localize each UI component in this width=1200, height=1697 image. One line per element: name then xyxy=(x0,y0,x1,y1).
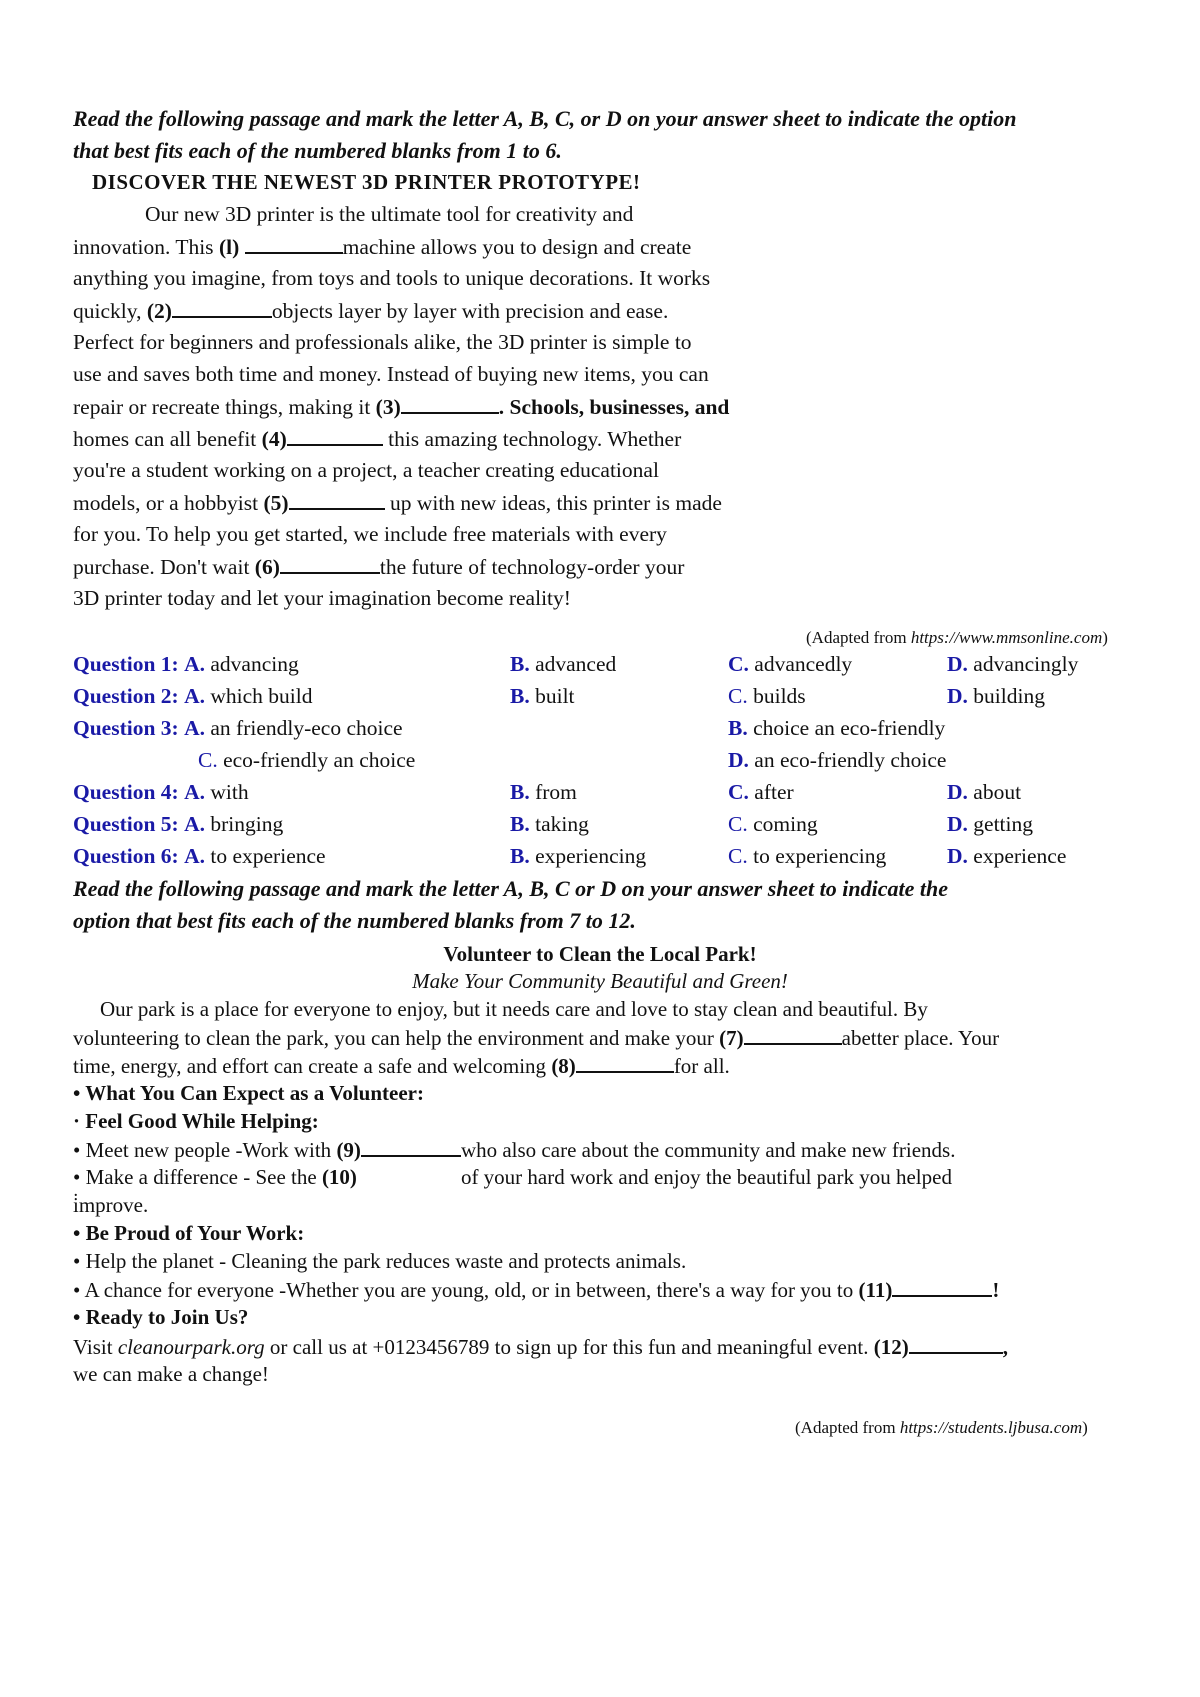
passage-1-line-7: repair or recreate things, making it (3) . Schools, businesses, and xyxy=(73,395,730,419)
question-2-label: Question 2: A. which build xyxy=(73,684,313,708)
question-5-option-c[interactable]: C. coming xyxy=(728,812,818,836)
question-5-label: Question 5: A. bringing xyxy=(73,812,284,836)
bullet-meet-new-people: • Meet new people -Work with (9) who also care about the community and make new friends. xyxy=(73,1138,956,1162)
passage-1-line-11: for you. To help you get started, we include free materials with every xyxy=(73,522,667,546)
bullet-chance-for-everyone: • A chance for everyone -Whether you are young, old, or in between, there's a way for you to (11) ! xyxy=(73,1278,1000,1302)
question-6-option-b[interactable]: B. experiencing xyxy=(510,844,647,868)
heading-feel-good: · Feel Good While Helping: xyxy=(73,1109,319,1133)
question-2-option-b[interactable]: B. built xyxy=(510,684,575,708)
passage-1-title: DISCOVER THE NEWEST 3D PRINTER PROTOTYPE! xyxy=(92,170,641,194)
question-4-option-b[interactable]: B. from xyxy=(510,780,577,804)
blank-8[interactable] xyxy=(576,1053,674,1073)
passage-1-line-3: anything you imagine, from toys and tools to unique decorations. It works xyxy=(73,266,711,290)
question-4-option-c[interactable]: C. after xyxy=(728,780,794,804)
question-2-option-c[interactable]: C. builds xyxy=(728,684,806,708)
question-3-label: Question 3: A. an friendly-eco choice xyxy=(73,716,403,740)
question-6-option-d[interactable]: D. experience xyxy=(947,844,1067,868)
blank-number-7: (7) xyxy=(719,1026,744,1050)
instruction-2-line-2: option that best fits each of the numbered blanks from 7 to 12. xyxy=(73,908,636,933)
bullet-make-difference-cont: i̇mprove. xyxy=(73,1193,149,1217)
blank-number-1: (l) xyxy=(218,235,240,259)
blank-number-9: (9) xyxy=(336,1138,361,1162)
blank-number-3: (3) xyxy=(375,395,401,419)
blank-2[interactable] xyxy=(172,298,272,318)
closing-line: we can make a change! xyxy=(73,1362,269,1386)
question-1-option-b[interactable]: B. advanced xyxy=(510,652,617,676)
blank-3[interactable] xyxy=(401,394,499,414)
passage-2-line-2: volunteering to clean the park, you can help the environment and make your (7) abetter place. Your xyxy=(73,1026,1000,1050)
question-6-option-c[interactable]: C. to experiencing xyxy=(728,844,887,868)
question-6-label: Question 6: A. to experience xyxy=(73,844,326,868)
blank-number-6: (6) xyxy=(254,555,280,579)
passage-1-line-4: quickly, (2) objects layer by layer with precision and ease. xyxy=(73,299,669,323)
question-1-label: Question 1: A. advancing xyxy=(73,652,299,676)
bullet-make-difference: • Make a difference - See the (10) of your hard work and enjoy the beautiful park you helped xyxy=(73,1165,952,1189)
question-5-option-d[interactable]: D. getting xyxy=(947,812,1033,836)
blank-number-10: (10) xyxy=(321,1165,357,1189)
question-4-option-d[interactable]: D. about xyxy=(947,780,1022,804)
passage-2-line-3: time, energy, and effort can create a safe and welcoming (8) for all. xyxy=(73,1054,730,1078)
instruction-1-line-2: that best fits each of the numbered blanks from 1 to 6. xyxy=(73,138,562,163)
instruction-2-line-1: Read the following passage and mark the letter A, B, C or D on your answer sheet to indicate the xyxy=(73,876,948,901)
blank-11[interactable] xyxy=(892,1277,992,1297)
question-3-option-c[interactable]: C. eco-friendly an choice xyxy=(198,748,416,772)
question-1-option-d[interactable]: D. advancingly xyxy=(947,652,1079,676)
blank-number-11: (11) xyxy=(858,1278,893,1302)
blank-5[interactable] xyxy=(289,490,385,510)
passage-1-line-9: you're a student working on a project, a teacher creating educational xyxy=(73,458,659,482)
passage-2-line-1: Our park is a place for everyone to enjoy, but it needs care and love to stay clean and beautiful. By xyxy=(100,997,928,1021)
blank-number-5: (5) xyxy=(263,491,289,515)
question-3-option-d[interactable]: D. an eco-friendly choice xyxy=(728,748,947,772)
blank-6[interactable] xyxy=(280,554,380,574)
question-4-label: Question 4: A. with xyxy=(73,780,249,804)
source-citation-1: (Adapted from https://www.mmsonline.com) xyxy=(806,628,1108,647)
passage-1-line-12: purchase. Don't wait (6) the future of technology-order your xyxy=(73,555,685,579)
passage-2-subtitle: Make Your Community Beautiful and Green! xyxy=(412,969,788,993)
passage-1-line-1: Our new 3D printer is the ultimate tool for creativity and xyxy=(145,202,634,226)
blank-number-4: (4) xyxy=(261,427,287,451)
visit-line: Visit cleanourpark.org or call us at +0123456789 to sign up for this fun and meaningful event. (12) , xyxy=(73,1335,1008,1359)
source-link-2[interactable]: https://students.ljbusa.com xyxy=(899,1418,1083,1437)
passage-1-line-6: use and saves both time and money. Instead of buying new items, you can xyxy=(73,362,709,386)
source-link-1[interactable]: https://www.mmsonline.com xyxy=(910,628,1103,647)
blank-12[interactable] xyxy=(909,1334,1003,1354)
passage-1-line-5: Perfect for beginners and professionals alike, the 3D printer is simple to xyxy=(73,330,692,354)
passage-1-line-13: 3D printer today and let your imagination become reality! xyxy=(73,586,571,610)
bullet-help-planet: • Help the planet - Cleaning the park reduces waste and protects animals. xyxy=(73,1249,687,1273)
question-3-option-b[interactable]: B. choice an eco-friendly xyxy=(728,716,946,740)
passage-1-line-2: innovation. This (l) machine allows you to design and create xyxy=(73,235,692,259)
question-2-option-d[interactable]: D. building xyxy=(947,684,1045,708)
question-5-option-b[interactable]: B. taking xyxy=(510,812,589,836)
heading-ready-to-join: • Ready to Join Us? xyxy=(73,1305,249,1329)
blank-number-12: (12) xyxy=(873,1335,909,1359)
instruction-1-line-1: Read the following passage and mark the letter A, B, C, or D on your answer sheet to indicate the option xyxy=(73,106,1017,131)
question-1-option-c[interactable]: C. advancedly xyxy=(728,652,853,676)
source-citation-2: (Adapted from https://students.ljbusa.com) xyxy=(795,1418,1088,1437)
passage-2-title: Volunteer to Clean the Local Park! xyxy=(443,942,757,966)
blank-4[interactable] xyxy=(287,426,383,446)
blank-number-2: (2) xyxy=(146,299,172,323)
heading-be-proud: • Be Proud of Your Work: xyxy=(73,1221,305,1245)
passage-1-line-8: homes can all benefit (4) this amazing technology. Whether xyxy=(73,427,682,451)
passage-1-line-10: models, or a hobbyist (5) up with new ideas, this printer is made xyxy=(73,491,722,515)
blank-7[interactable] xyxy=(744,1025,842,1045)
site-link[interactable]: cleanourpark.org xyxy=(117,1335,265,1359)
heading-what-to-expect: • What You Can Expect as a Volunteer: xyxy=(73,1081,424,1105)
blank-number-8: (8) xyxy=(551,1054,576,1078)
blank-9[interactable] xyxy=(361,1137,461,1157)
blank-1[interactable] xyxy=(245,234,343,254)
